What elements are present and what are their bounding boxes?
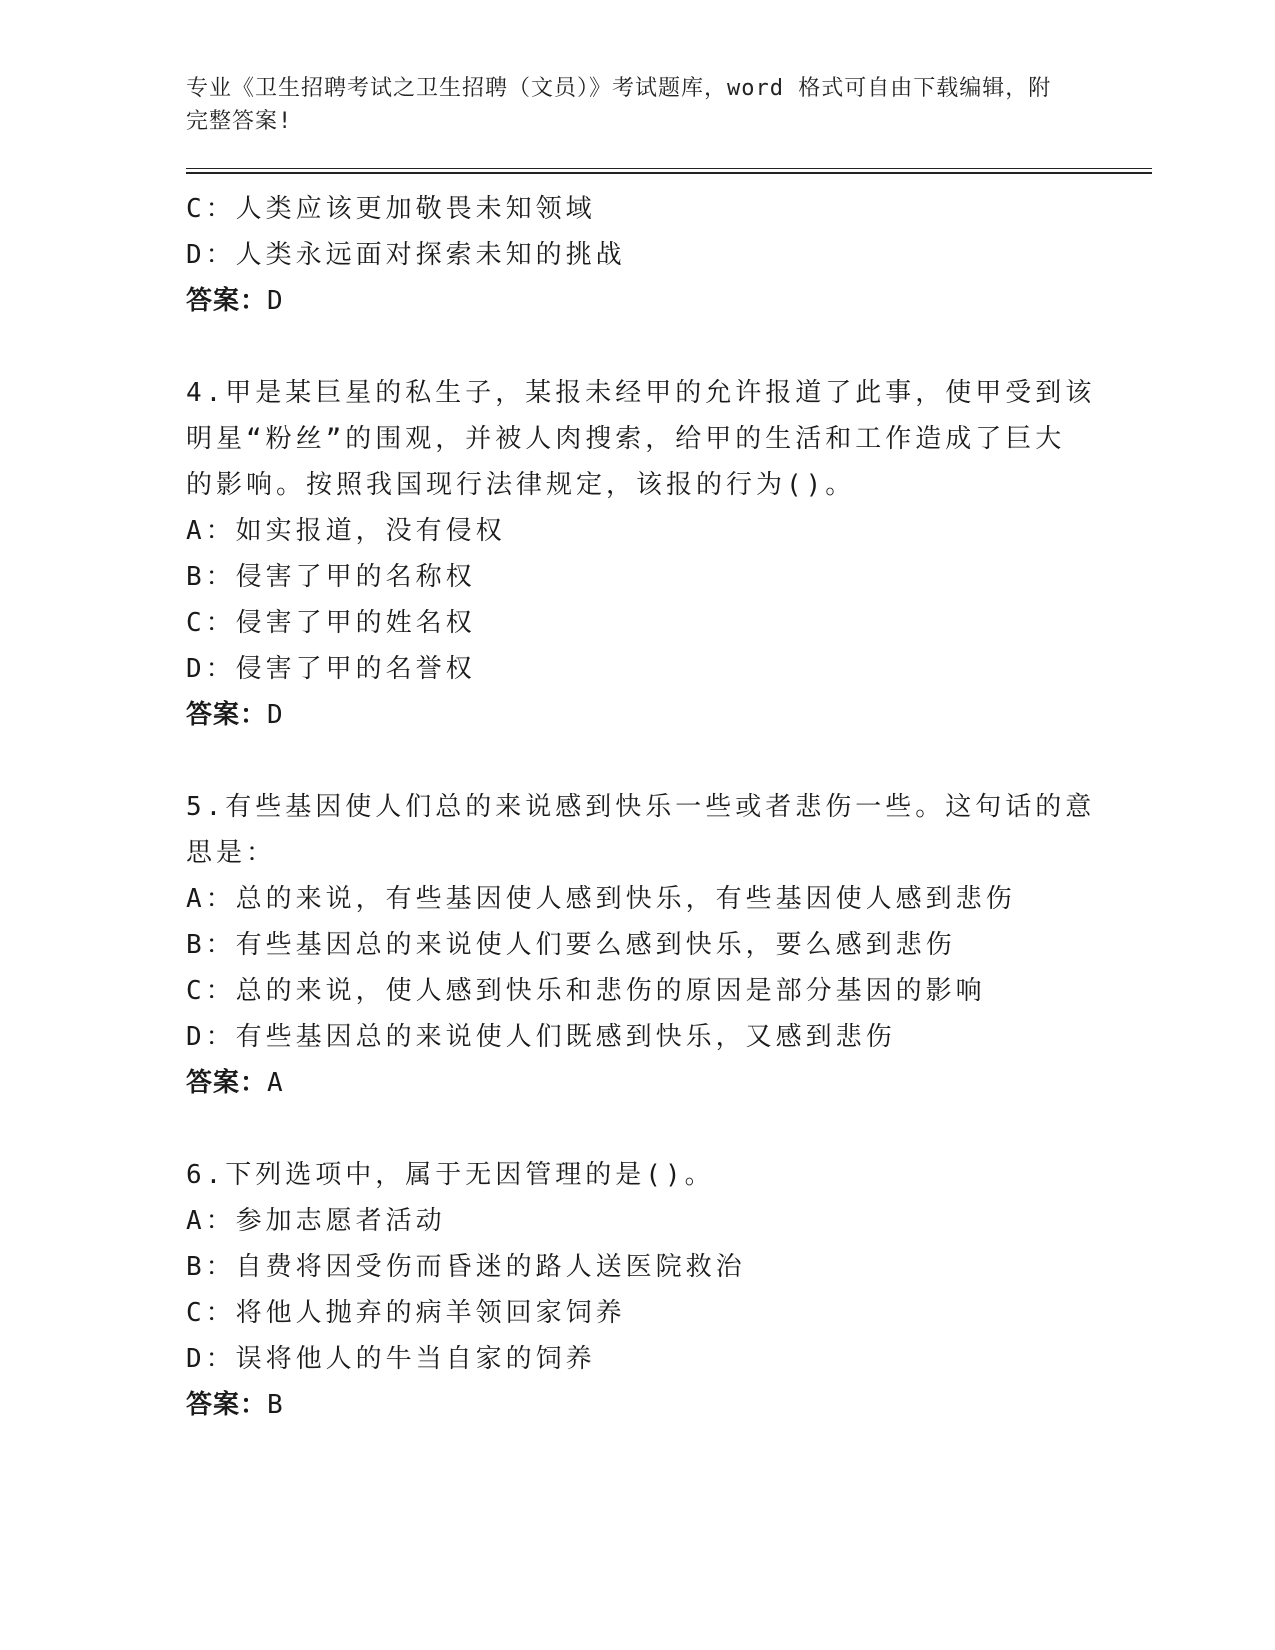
document-header: 专业《卫生招聘考试之卫生招聘（文员）》考试题库，word 格式可自由下载编辑，附完整答案! [186, 76, 1052, 134]
header-divider-thick [186, 172, 1152, 174]
answer-line [186, 692, 1086, 738]
option-b: B：有些基因总的来说使人们要么感到快乐，要么感到悲伤 [186, 930, 956, 960]
option-c: C：总的来说，使人感到快乐和悲伤的原因是部分基因的影响 [186, 976, 986, 1006]
option-c: C：人类应该更加敬畏未知领域 [186, 194, 596, 224]
question-stem-line: 明星“粉丝”的围观，并被人肉搜索，给甲的生活和工作造成了巨大 [186, 424, 1066, 454]
answer-label: 答案： [186, 700, 268, 730]
answer-value: A [267, 1068, 285, 1098]
option-a: A：如实报道，没有侵权 [186, 516, 506, 546]
answer-value: B [267, 1390, 285, 1420]
question-stem-line: 思是： [186, 838, 277, 868]
answer-line [186, 278, 1086, 324]
option-d: D：侵害了甲的名誉权 [186, 654, 476, 684]
question-stem-line: 的影响。按照我国现行法律规定，该报的行为()。 [186, 470, 856, 500]
answer-line [186, 1060, 1086, 1106]
option-b: B：自费将因受伤而昏迷的路人送医院救治 [186, 1252, 746, 1282]
question-6 [186, 1152, 1086, 1428]
question-5 [186, 784, 1096, 1106]
option-d: D：误将他人的牛当自家的饲养 [186, 1344, 596, 1374]
spacer [186, 324, 1086, 370]
question-3-tail [186, 186, 1086, 324]
answer-value: D [267, 286, 285, 316]
option-d: D：人类永远面对探索未知的挑战 [186, 240, 626, 270]
question-4 [186, 370, 1096, 738]
option-b: B：侵害了甲的名称权 [186, 562, 476, 592]
answer-label: 答案： [186, 286, 268, 316]
question-stem-line: 6.下列选项中，属于无因管理的是()。 [186, 1160, 715, 1190]
question-stem-line: 5.有些基因使人们总的来说感到快乐一些或者悲伤一些。这句话的意 [186, 792, 1096, 822]
spacer [186, 738, 1086, 784]
option-d: D：有些基因总的来说使人们既感到快乐，又感到悲伤 [186, 1022, 896, 1052]
answer-line [186, 1382, 1086, 1428]
option-a: A：总的来说，有些基因使人感到快乐，有些基因使人感到悲伤 [186, 884, 1016, 914]
question-content [186, 186, 1096, 1428]
answer-label: 答案： [186, 1068, 268, 1098]
answer-label: 答案： [186, 1390, 268, 1420]
question-stem-line: 4.甲是某巨星的私生子，某报未经甲的允许报道了此事，使甲受到该 [186, 378, 1096, 408]
option-a: A：参加志愿者活动 [186, 1206, 446, 1236]
option-c: C：将他人抛弃的病羊领回家饲养 [186, 1298, 626, 1328]
header-divider-thin [186, 168, 1152, 169]
spacer [186, 1106, 1086, 1152]
option-c: C：侵害了甲的姓名权 [186, 608, 476, 638]
answer-value: D [267, 700, 285, 730]
